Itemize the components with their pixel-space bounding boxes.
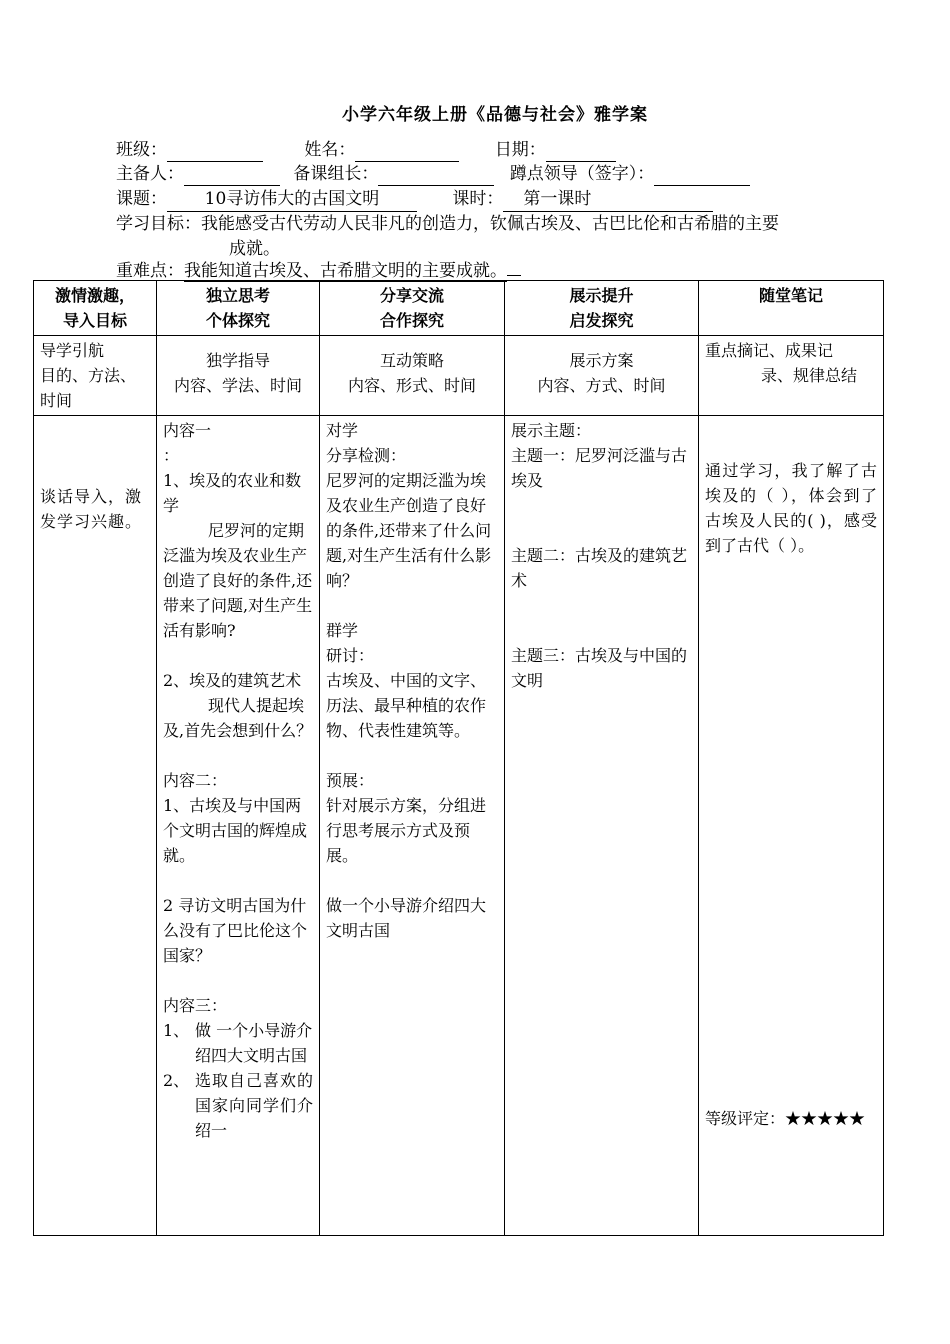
header-cell-5: 随堂笔记 [699, 281, 884, 336]
subheader-cell-5: 重点摘记、成果记 录、规律总结 [699, 336, 884, 416]
class-label: 班级： [116, 140, 167, 160]
subheader-cell-1: 导学引航 目的、方法、 时间 [34, 336, 157, 416]
name-blank[interactable] [355, 143, 459, 162]
showcase-cell: 展示主题： 主题一：尼罗河泛滥与古埃及 主题二：古埃及的建筑艺术 主题三：古埃及与中国的文明 [505, 416, 699, 1236]
key-text: 我能知道古埃及、古希腊文明的主要成就。 [184, 261, 507, 281]
goal-text-2: 成就。 [229, 239, 280, 259]
table-header-row [34, 281, 884, 336]
subheader-cell-2: 独学指导 内容、学法、时间 [157, 336, 320, 416]
header-cell-4: 展示提升 启发探究 [505, 281, 699, 336]
topic-label: 课题： [116, 189, 167, 209]
header-row-3 [116, 187, 713, 212]
name-label: 姓名： [304, 140, 356, 160]
table-subheader-row [34, 336, 884, 416]
notes-cell [699, 416, 884, 1236]
table-body-row [34, 416, 884, 1236]
notes-text: 通过学习，我了解了古埃及的（ ），体会到了古埃及人民的( )，感受到了古代（ ）。 [705, 461, 877, 555]
goal-row [116, 212, 779, 236]
preparer-label: 主备人： [116, 164, 184, 184]
page-title: 小学六年级上册《品德与社会》雅学案 [342, 105, 648, 125]
grade-label: 等级评定： [705, 1109, 786, 1128]
study-table [33, 280, 884, 1236]
group-leader-label: 备课组长： [293, 164, 379, 184]
goal-label: 学习目标： [116, 214, 201, 234]
key-label: 重难点： [116, 261, 184, 281]
header-row-1 [116, 138, 616, 162]
date-blank[interactable] [546, 143, 616, 162]
grade-row [705, 1106, 877, 1131]
leader-sign-label: 蹲点领导（签字）： [509, 164, 655, 184]
intro-cell: 谈话导入，激发学习兴趣。 [34, 416, 157, 1236]
goal-text-1: 我能感受古代劳动人民非凡的创造力，钦佩古埃及、古巴比伦和古希腊的主要 [201, 214, 779, 234]
subheader-cell-3: 互动策略 内容、形式、时间 [320, 336, 505, 416]
grade-stars: ★★★★★ [785, 1109, 866, 1128]
leader-sign-blank[interactable] [654, 167, 750, 186]
header-cell-2: 独立思考 个体探究 [157, 281, 320, 336]
group-leader-blank[interactable] [378, 167, 494, 186]
self-study-cell: 内容一 ： 1、埃及的农业和数学 尼罗河的定期泛滥为埃及农业生产创造了良好的条件,还带来了问题,对生产生活有影响? 2、埃及的建筑艺术 现代人提起埃及,首先会想到什么？ 内容二： 1、古埃及与中国两个文明古国的辉煌成就。 2 寻访文明古国为什么没有了巴比伦这个国家？ 内容三： 1、 做 一个小导游介绍四大文明古国 2、 选取自己喜欢的国家向同学们介绍一 [157, 416, 320, 1236]
class-blank[interactable] [167, 143, 263, 162]
header-cell-1: 激情激趣， 导入目标 [34, 281, 157, 336]
preparer-blank[interactable] [184, 167, 280, 186]
header-row-2 [116, 162, 750, 186]
period-label: 课时： [452, 189, 504, 209]
header-cell-3: 分享交流 合作探究 [320, 281, 505, 336]
date-label: 日期： [494, 140, 546, 160]
period-value: 第一课时 [503, 187, 713, 212]
subheader-cell-4: 展示方案 内容、方式、时间 [505, 336, 699, 416]
topic-value: 10寻访伟大的古国文明 [167, 187, 417, 212]
cooperative-cell: 对学 分享检测： 尼罗河的定期泛滥为埃及农业生产创造了良好的条件,还带来了什么问题,对生产生活有什么影响？ 群学 研讨： 古埃及、中国的文字、历法、最早种植的农作物、代表性建筑等。 预展： 针对展示方案，分组进行思考展示方式及预展。 做一个小导游介绍四大文明古国 [320, 416, 505, 1236]
